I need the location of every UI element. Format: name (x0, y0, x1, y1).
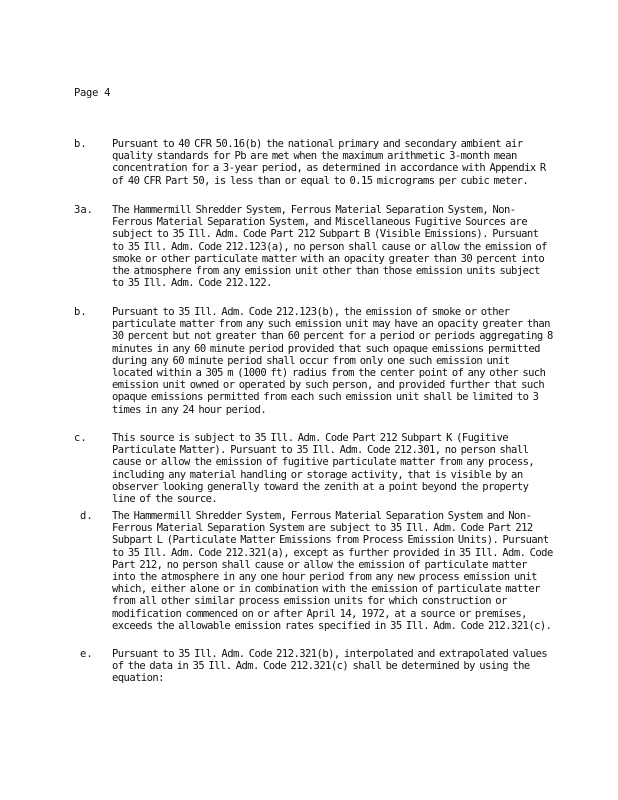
paragraph-text: Pursuant to 35 Ill. Adm. Code 212.321(b), interpolated and extrapolated values of the data in 35 Ill. Adm. Code 212.321(c) shall be determined by using the equation: (112, 648, 548, 685)
paragraph-text: Pursuant to 35 Ill. Adm. Code 212.123(b), the emission of smoke or other particulate matter from any such emission unit may have an opacity greater than 30 percent but not greater than 60 percent for a period or periods aggregating 8 minutes in any 60 minute period provided that such opaque emissions permitted during any 60 minute period shall occur from only one such emission unit located within a 305 m (1000 ft) radius from the center point of any other such emission unit owned or operated by such person, and provided further that such opaque emissions permitted from each such emission unit shall be limited to 3 times in any 24 hour period. (112, 306, 553, 416)
paragraph-text: The Hammermill Shredder System, Ferrous Material Separation System and Non-Ferrous Material Separation System are subject to 35 Ill. Adm. Code Part 212 Subpart L (Particulate Matter Emissions from Process Emission Units). Pursuant to 35 Ill. Adm. Code 212.321(a), except as further provided in 35 Ill. Adm. Code Part 212, no person shall cause or allow the emission of particulate matter into the atmosphere in any one hour period from any new process emission unit which, either alone or in combination with the emission of particulate matter from all other similar process emission units for which construction or modification commenced on or after April 14, 1972, at a source or premises, exceeds the allowable emission rates specified in 35 Ill. Adm. Code 212.321(c). (112, 510, 553, 632)
paragraph-label: c. (74, 432, 87, 444)
paragraph-label: e. (80, 648, 93, 660)
page-number: Page 4 (74, 87, 111, 99)
paragraph-label: d. (80, 510, 93, 522)
paragraph-label: b. (74, 138, 87, 150)
paragraph-text: Pursuant to 40 CFR 50.16(b) the national primary and secondary ambient air quality standards for Pb are met when the maximum arithmetic 3-month mean concentration for a 3-year period, as determined in accordance with Appendix R of 40 CFR Part 50, is less than or equal to 0.15 micrograms per cubic meter. (112, 138, 546, 187)
paragraph-label: b. (74, 306, 87, 318)
paragraph-label: 3a. (74, 204, 93, 216)
paragraph-text: The Hammermill Shredder System, Ferrous Material Separation System, Non-Ferrous Material Separation System, and Miscellaneous Fugitive Sources are subject to 35 Ill. Adm. Code Part 212 Subpart B (Visible Emissions). Pursuant to 35 Ill. Adm. Code 212.123(a), no person shall cause or allow the emission of smoke or other particulate matter with an opacity greater than 30 percent into the atmosphere from any emission unit other than those emission units subject to 35 Ill. Adm. Code 212.122. (112, 204, 547, 290)
paragraph-text: This source is subject to 35 Ill. Adm. Code Part 212 Subpart K (Fugitive Particulate Matter). Pursuant to 35 Ill. Adm. Code 212.301, no person shall cause or allow the emission of fugitive particulate matter from any process, including any material handling or storage activity, that is visible by an observer looking generally toward the zenith at a point beyond the property line of the source. (112, 432, 535, 506)
